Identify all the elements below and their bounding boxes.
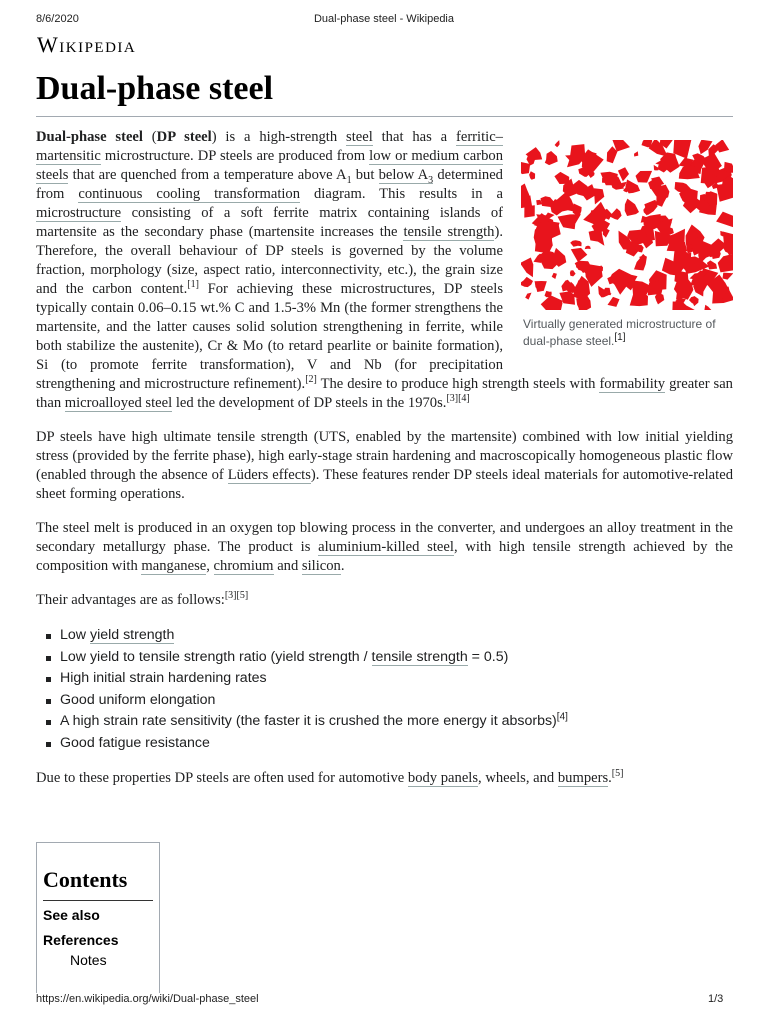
print-page-title: Dual-phase steel - Wikipedia bbox=[313, 13, 454, 25]
uses-paragraph: Due to these properties DP steels are often used for automotive body panels, wheels, and bumpers.[5] bbox=[36, 767, 624, 786]
link-microstructure[interactable]: microstructure bbox=[36, 205, 122, 221]
article-body bbox=[36, 128, 733, 803]
ref-4[interactable]: [4] bbox=[556, 711, 568, 723]
martensite-island bbox=[654, 165, 659, 171]
martensite-island bbox=[521, 162, 530, 174]
link-yield-strength[interactable]: yield strength bbox=[89, 627, 175, 643]
microstructure-figure bbox=[521, 140, 733, 350]
martensite-island bbox=[634, 151, 638, 156]
toc-item-references[interactable]: References bbox=[43, 932, 119, 948]
martensite-island bbox=[558, 214, 581, 229]
term-bold-abbr: DP steel bbox=[156, 129, 212, 145]
link-low-medium-carbon[interactable]: low or medium carbon steels bbox=[36, 148, 503, 183]
martensite-island bbox=[618, 167, 629, 181]
link-aluminium-killed[interactable]: aluminium-killed steel bbox=[318, 539, 454, 555]
list-item: High initial strain hardening rates bbox=[44, 668, 733, 690]
martensite-island bbox=[524, 205, 535, 217]
martensite-island bbox=[705, 305, 712, 310]
intro-paragraph: Dual-phase steel (DP steel) is a high-strength steel that has a ferritic–martensitic microstructure. DP steels are produced from low or medium carbon steels that are quenched from a temperature above $A_1$ but below $A_3$ determined from continuous cooling transformation diagram. This results in a microstructure consisting of a soft ferrite matrix containing islands of martensite as the secondary phase (martensite increases the tensile strength). Therefore, the overall behaviour of DP steels is governed by the volume fraction, morphology (size, aspect ratio, interconnectivity, etc.), the grain size and the carbon content.[1] For achieving these microstructures, DP steels typically contain 0.06–0.15 wt.% C and 1.5-3% Mn (the former strengthens the martensite, and the latter causes solid solution strengthening in ferrite, while both stabilize the austenite), Cr & Mo (to retard pearlite or bainite formation), Si (to promote ferrite transformation), V and Nb (for precipitation strengthening and microstructure refinement).[2] The desire to produce high strength steels with formability greater san than microalloyed steel led the development of DP steels in the 1970s.[3][4] bbox=[36, 129, 733, 411]
figure-caption bbox=[521, 316, 733, 350]
martensite-island bbox=[554, 172, 569, 184]
advantages-intro: Their advantages are as follows:[3][5] bbox=[36, 590, 249, 608]
martensite-island bbox=[534, 229, 553, 245]
list-item: A high strain rate sensitivity (the faster it is crushed the more energy it absorbs)[4] bbox=[44, 711, 733, 733]
link-silicon[interactable]: silicon bbox=[301, 558, 341, 574]
print-date: 8/6/2020 bbox=[36, 13, 79, 25]
martensite-island bbox=[545, 291, 552, 297]
properties-paragraph: DP steels have high ultimate tensile strength (UTS, enabled by the martensite) combined with low initial yielding stress (provided by the ferrite phase), high early-stage strain hardening and macroscopically homogeneous plastic flow (enabled through the absence of Lüders effects). These features render DP steels ideal materials for automotive-related sheet forming operations. bbox=[36, 429, 733, 502]
microstructure-image[interactable] bbox=[521, 140, 733, 310]
list-item: Good fatigue resistance bbox=[44, 733, 733, 755]
martensite-island bbox=[570, 240, 577, 246]
martensite-island bbox=[718, 254, 733, 273]
link-cct[interactable]: continuous cooling transformation bbox=[78, 186, 301, 202]
link-luders[interactable]: Lüders effects bbox=[227, 467, 311, 483]
martensite-island bbox=[570, 270, 576, 276]
link-below-a3[interactable]: below $A_3$ bbox=[378, 167, 434, 186]
martensite-island bbox=[552, 273, 557, 279]
link-formability[interactable]: formability bbox=[599, 376, 666, 392]
link-steel[interactable]: steel bbox=[346, 129, 373, 145]
link-tensile-strength[interactable]: tensile strength bbox=[403, 224, 495, 240]
martensite-island bbox=[636, 171, 653, 183]
martensite-island bbox=[521, 277, 533, 287]
link-chromium[interactable]: chromium bbox=[213, 558, 274, 574]
link-bumpers[interactable]: bumpers bbox=[557, 769, 609, 786]
print-url: https://en.wikipedia.org/wiki/Dual-phase_steel bbox=[36, 993, 259, 1005]
martensite-island bbox=[608, 297, 620, 307]
list-item: Low yield strength bbox=[44, 625, 733, 647]
martensite-island bbox=[673, 140, 691, 159]
ref-3-4[interactable]: [3][4] bbox=[446, 393, 470, 405]
link-microalloyed-steel[interactable]: microalloyed steel bbox=[64, 395, 173, 411]
production-paragraph: The steel melt is produced in an oxygen top blowing process in the converter, and undergoes an alloy treatment in the secondary metallurgy phase. The product is aluminium-killed steel, with high tensile strength achieved by the composition with manganese, chromium and silicon. bbox=[36, 520, 733, 574]
link-manganese[interactable]: manganese bbox=[141, 558, 207, 574]
print-page-number: 1/3 bbox=[708, 993, 724, 1005]
martensite-island bbox=[571, 248, 588, 262]
ref-3-5[interactable]: [3][5] bbox=[224, 590, 249, 602]
title-divider bbox=[36, 116, 733, 117]
toc-item-see-also[interactable]: See also bbox=[43, 907, 100, 923]
list-item: Low yield to tensile strength ratio (yield strength / tensile strength = 0.5) bbox=[44, 647, 733, 669]
toc-title: Contents bbox=[43, 867, 128, 892]
term-bold: Dual-phase steel bbox=[36, 129, 143, 145]
martensite-island bbox=[594, 188, 604, 204]
toc-divider bbox=[43, 900, 153, 901]
martensite-island bbox=[707, 260, 717, 269]
list-item: Good uniform elongation bbox=[44, 690, 733, 712]
page-title: Dual-phase steel bbox=[36, 70, 274, 107]
wikipedia-logo[interactable]: Wikipedia bbox=[37, 32, 137, 57]
martensite-island bbox=[545, 151, 558, 165]
martensite-island bbox=[555, 140, 560, 147]
caption-ref[interactable]: [1] bbox=[614, 332, 626, 343]
martensite-island bbox=[521, 258, 533, 278]
toc-item-notes[interactable]: Notes bbox=[70, 952, 107, 968]
ref-2[interactable]: [2] bbox=[305, 374, 317, 386]
martensite-island bbox=[716, 212, 733, 228]
advantages-list bbox=[36, 625, 733, 755]
martensite-island bbox=[625, 199, 639, 216]
table-of-contents bbox=[36, 842, 160, 993]
ref-1[interactable]: [1] bbox=[187, 279, 199, 291]
link-body-panels[interactable]: body panels bbox=[407, 769, 479, 786]
ref-5[interactable]: [5] bbox=[611, 767, 624, 779]
martensite-island bbox=[525, 293, 531, 300]
link-ferritic-martensitic[interactable]: ferritic–martensitic bbox=[36, 129, 503, 164]
martensite-island bbox=[585, 246, 591, 250]
link-tensile-strength-2[interactable]: tensile strength bbox=[371, 648, 468, 665]
martensite-island bbox=[723, 273, 734, 280]
martensite-island bbox=[535, 281, 547, 292]
martensite-island bbox=[716, 183, 733, 202]
caption-text: Virtually generated microstructure of dual-phase steel. bbox=[523, 317, 716, 348]
martensite-island bbox=[529, 171, 535, 179]
